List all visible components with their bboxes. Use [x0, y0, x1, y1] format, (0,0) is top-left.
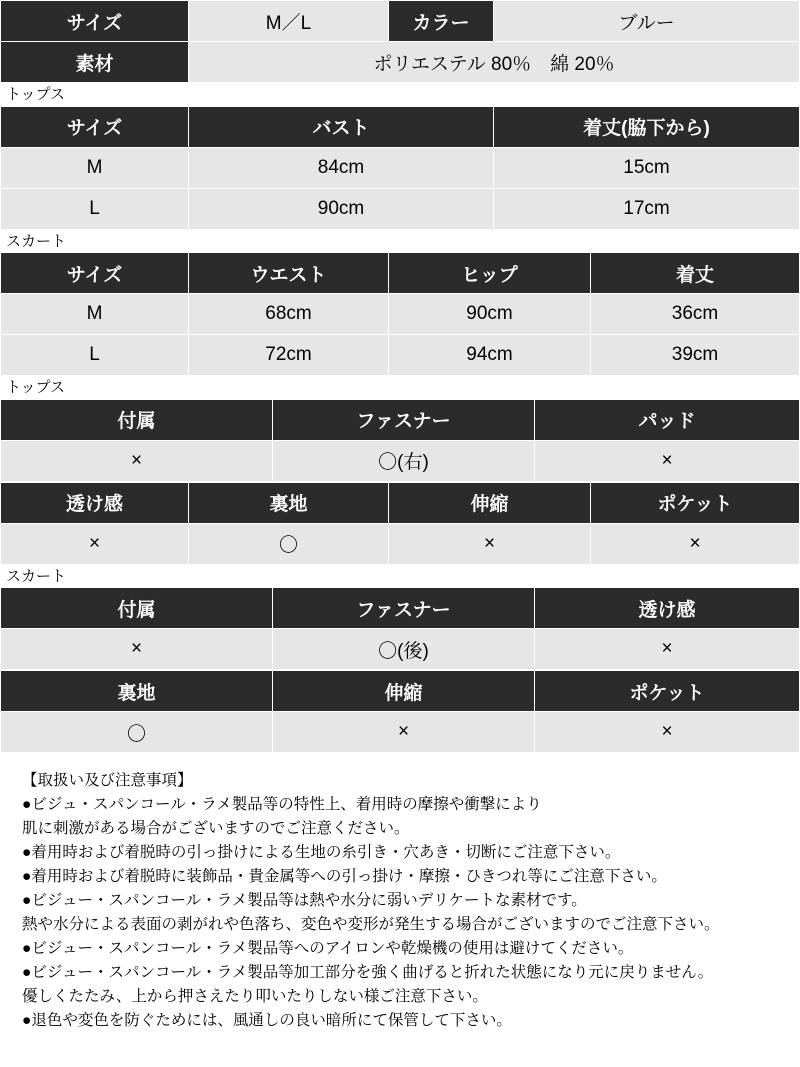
- cell: ×: [535, 629, 800, 670]
- tops-detail-table-a: [0, 399, 800, 482]
- cell: L: [1, 188, 189, 229]
- cell: ×: [389, 523, 591, 564]
- notes-title: 【取扱い及び注意事項】: [22, 772, 193, 789]
- table-header-row: [1, 482, 800, 523]
- cell: ×: [1, 523, 189, 564]
- column-header: ヒップ: [389, 253, 591, 294]
- column-header: サイズ: [1, 253, 189, 294]
- column-header: 裏地: [1, 671, 273, 712]
- skirt-detail-label: スカート: [6, 567, 67, 585]
- cell: 94cm: [389, 335, 591, 376]
- notes-line: ●退色や変色を防ぐためには、風通しの良い暗所にて保管して下さい。: [22, 1012, 512, 1030]
- cell: ×: [1, 629, 273, 670]
- cell: L: [1, 335, 189, 376]
- notes-line: ●ビジュ・スパンコール・ラメ製品等の特性上、着用時の摩擦や衝撃により: [22, 796, 542, 814]
- cell: 84cm: [189, 147, 494, 188]
- spec-material-label: 素材: [1, 42, 189, 83]
- skirt-detail-table-b: [0, 670, 800, 753]
- table-row: [1, 335, 800, 376]
- column-header: 付属: [1, 399, 273, 440]
- cell: 〇: [1, 712, 273, 753]
- cell: 15cm: [494, 147, 800, 188]
- cell: ×: [535, 712, 800, 753]
- spec-color-value: ブルー: [494, 1, 800, 42]
- column-header: ポケット: [591, 482, 800, 523]
- spec-material-value: ポリエステル 80％ 綿 20％: [189, 42, 800, 83]
- cell: M: [1, 294, 189, 335]
- column-header: 着丈(脇下から): [494, 106, 800, 147]
- cell: 〇(右): [273, 440, 535, 481]
- table-row: [1, 294, 800, 335]
- cell: 68cm: [189, 294, 389, 335]
- notes-line: ●着用時および着脱時の引っ掛けによる生地の糸引き・穴あき・切断にご注意下さい。: [22, 844, 621, 862]
- cell: ×: [591, 523, 800, 564]
- tops-size-table: [0, 106, 800, 230]
- column-header: 伸縮: [273, 671, 535, 712]
- column-header: ウエスト: [189, 253, 389, 294]
- cell: 90cm: [189, 188, 494, 229]
- table-row: [1, 712, 800, 753]
- cell: 17cm: [494, 188, 800, 229]
- cell: ×: [535, 440, 800, 481]
- spec-size-value: M／L: [189, 1, 389, 42]
- cell: 36cm: [591, 294, 800, 335]
- notes-line: 肌に刺激がある場合がございますのでご注意ください。: [22, 820, 410, 838]
- table-row: [1, 1, 800, 42]
- notes-line: ●着用時および着脱時に装飾品・貴金属等への引っ掛け・摩擦・ひきつれ等にご注意下さい。: [22, 868, 667, 886]
- table-row: [1, 629, 800, 670]
- cell: 90cm: [389, 294, 591, 335]
- skirt-section-label: スカート: [6, 232, 67, 250]
- care-notes: [0, 753, 800, 1041]
- table-header-row: [1, 399, 800, 440]
- tops-detail-table-b: [0, 482, 800, 565]
- column-header: 裏地: [189, 482, 389, 523]
- column-header: 透け感: [535, 588, 800, 629]
- cell: 39cm: [591, 335, 800, 376]
- table-header-row: [1, 253, 800, 294]
- skirt-detail-table-a: [0, 587, 800, 670]
- cell: M: [1, 147, 189, 188]
- column-header: 伸縮: [389, 482, 591, 523]
- cell: 〇: [189, 523, 389, 564]
- cell: ×: [1, 440, 273, 481]
- spec-size-label: サイズ: [1, 1, 189, 42]
- column-header: ファスナー: [273, 399, 535, 440]
- tops-section-label: トップス: [6, 86, 65, 103]
- table-row: [1, 188, 800, 229]
- table-row: [1, 440, 800, 481]
- column-header: ファスナー: [273, 588, 535, 629]
- cell: 〇(後): [273, 629, 535, 670]
- spec-table: [0, 0, 800, 83]
- spec-color-label: カラー: [389, 1, 494, 42]
- column-header: ポケット: [535, 671, 800, 712]
- table-header-row: [1, 106, 800, 147]
- notes-line: 熱や水分による表面の剥がれや色落ち、変色や変形が発生する場合がございますのでご注意下さい。: [22, 916, 720, 934]
- cell: 72cm: [189, 335, 389, 376]
- skirt-size-table: [0, 252, 800, 376]
- notes-line: ●ビジュー・スパンコール・ラメ製品等は熱や水分に弱いデリケートな素材です。: [22, 892, 587, 910]
- table-row: [1, 42, 800, 83]
- notes-line: 優しくたたみ、上から押さえたり叩いたりしない様ご注意下さい。: [22, 988, 488, 1006]
- notes-line: ●ビジュー・スパンコール・ラメ製品等へのアイロンや乾燥機の使用は避けてください。: [22, 940, 634, 958]
- table-header-row: [1, 671, 800, 712]
- cell: ×: [273, 712, 535, 753]
- column-header: 着丈: [591, 253, 800, 294]
- table-row: [1, 147, 800, 188]
- column-header: バスト: [189, 106, 494, 147]
- tops-detail-label: トップス: [6, 379, 65, 396]
- notes-line: ●ビジュー・スパンコール・ラメ製品等加工部分を強く曲げると折れた状態になり元に戻りません。: [22, 964, 714, 982]
- table-header-row: [1, 588, 800, 629]
- column-header: 付属: [1, 588, 273, 629]
- column-header: 透け感: [1, 482, 189, 523]
- table-row: [1, 523, 800, 564]
- column-header: パッド: [535, 399, 800, 440]
- column-header: サイズ: [1, 106, 189, 147]
